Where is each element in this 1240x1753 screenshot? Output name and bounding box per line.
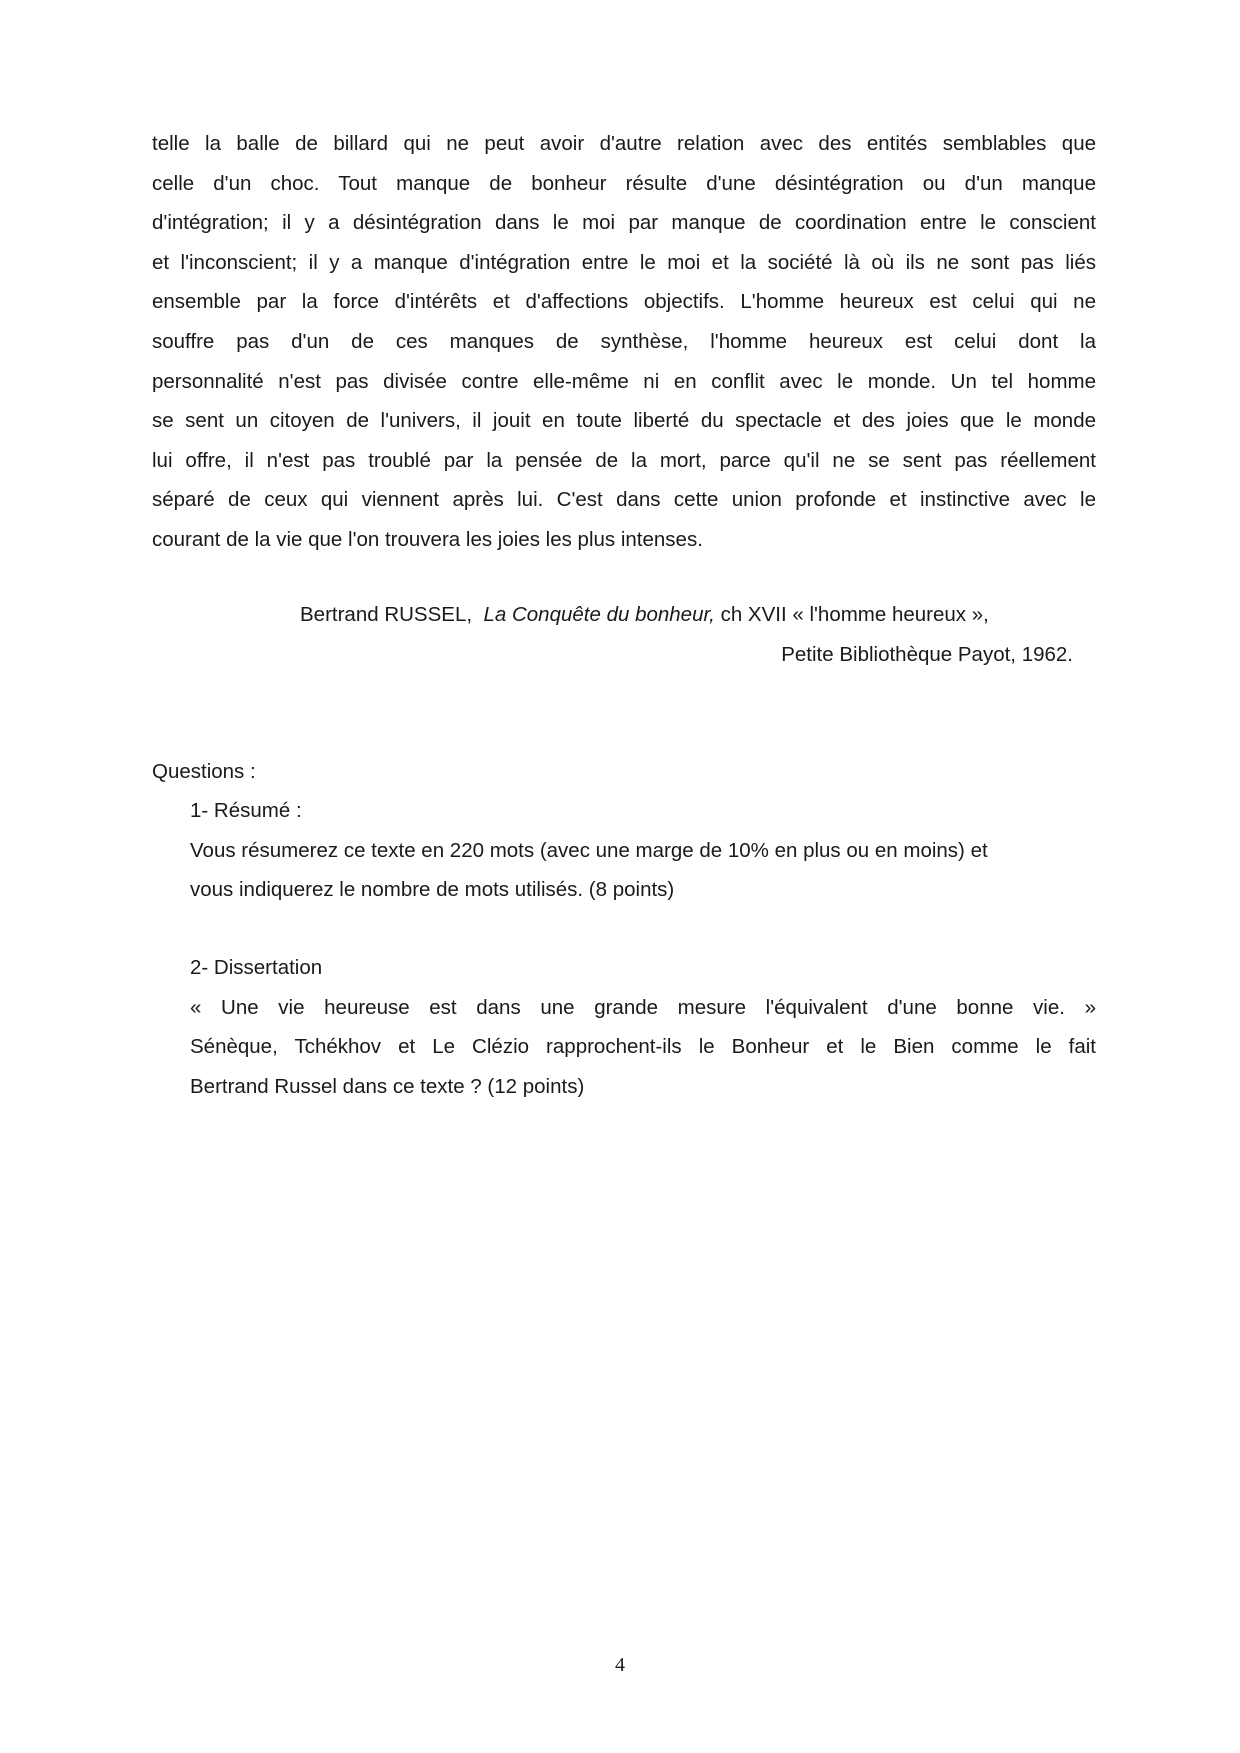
passage-line: se sent un citoyen de l'univers, il jouit en toute liberté du spectacle et des joies que le monde: [152, 409, 1096, 433]
page-number: 4: [615, 1654, 625, 1676]
passage-line: séparé de ceux qui viennent après lui. C'est dans cette union profonde et instinctive avec le: [152, 488, 1096, 512]
passage-line: et l'inconscient; il y a manque d'intégration entre le moi et la société là où ils ne sont pas liés: [152, 250, 1096, 274]
citation-work-title: La Conquête du bonheur,: [483, 603, 715, 626]
passage-line: ensemble par la force d'intérêts et d'affections objectifs. L'homme heureux est celui qui ne: [152, 290, 1096, 314]
citation-author: Bertrand RUSSEL,: [300, 603, 473, 626]
passage-line: personnalité n'est pas divisée contre elle-même ni en conflit avec le monde. Un tel homme: [152, 369, 1096, 393]
passage-line: lui offre, il n'est pas troublé par la pensée de la mort, parce qu'il ne se sent pas réellement: [152, 448, 1096, 472]
passage-line: celle d'un choc. Tout manque de bonheur résulte d'une désintégration ou d'un manque: [152, 171, 1096, 195]
passage-line: telle la balle de billard qui ne peut avoir d'autre relation avec des entités semblables que: [152, 132, 1096, 155]
citation: [300, 595, 1073, 674]
passage-line: courant de la vie que l'on trouvera les joies les plus intenses.: [152, 527, 703, 551]
citation-line-1: [300, 595, 1073, 635]
citation-publisher: Petite Bibliothèque Payot, 1962.: [781, 642, 1073, 666]
question-line: Bertrand Russel dans ce texte ? (12 points): [190, 1074, 585, 1098]
question-title: 1- Résumé :: [190, 799, 302, 822]
question-title: 2- Dissertation: [190, 956, 323, 979]
question-resume: [190, 791, 1096, 910]
passage-line: d'intégration; il y a désintégration dans le moi par manque de coordination entre le conscient: [152, 211, 1096, 235]
question-line: Vous résumerez ce texte en 220 mots (avec une marge de 10% en plus ou en moins) et: [190, 838, 988, 862]
question-dissertation: [190, 948, 1096, 1106]
passage-text: [152, 124, 1096, 560]
question-line: vous indiquerez le nombre de mots utilisés. (8 points): [190, 878, 675, 902]
question-line: « Une vie heureuse est dans une grande mesure l'équivalent d'une bonne vie. »: [190, 995, 1096, 1019]
citation-chapter: ch XVII « l'homme heureux »,: [720, 603, 989, 626]
passage-line: souffre pas d'un de ces manques de synthèse, l'homme heureux est celui dont la: [152, 329, 1096, 353]
question-line: Sénèque, Tchékhov et Le Clézio rapprochent-ils le Bonheur et le Bien comme le fait: [190, 1035, 1096, 1059]
questions-heading: Questions :: [152, 760, 256, 783]
